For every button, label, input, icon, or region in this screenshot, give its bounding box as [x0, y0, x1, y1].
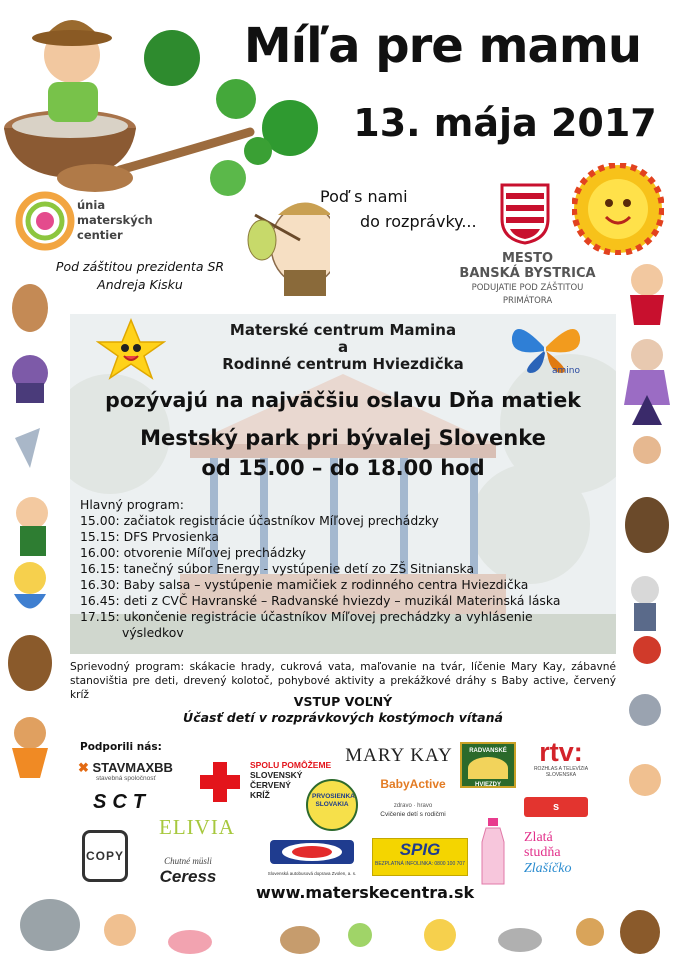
- ceress-logo: Chutné müsli Ceress: [159, 856, 217, 886]
- main-program: [80, 497, 610, 641]
- event-time: od 15.00 – do 18.00 hod: [201, 456, 485, 480]
- prvosienka-logo: PRVOSIENKA SLOVAKIA: [306, 779, 358, 831]
- elivia-logo: ELIVIA: [159, 815, 235, 839]
- radvanske-hviezdy-logo: RADVANSKÉ HVIEZDY: [460, 742, 516, 788]
- program-item: 16.30: Baby salsa – vystúpenie mamičiek z rodinného centra Hviezdička: [80, 577, 529, 592]
- program-item: 16.00: otvorenie Míľovej prechádzky: [80, 545, 306, 560]
- unia-logo-icon: [14, 190, 76, 252]
- program-item: 15.00: začiatok registrácie účastníkov Míľovej prechádzky: [80, 513, 439, 528]
- red-cross-logo-text: SPOLU POMÔŽEME SLOVENSKÝ ČERVENÝ KRÍŽ: [250, 760, 332, 800]
- program-item: 16.45: deti z CVČ Havranské – Radvanské hviezdy – muzikál Materinská láska: [80, 593, 561, 608]
- bottom-fairytale-characters-illustration: [0, 880, 679, 960]
- free-entry: VSTUP VOĽNÝ: [293, 694, 393, 709]
- sad-zvolen-logo: Slovenská autobusová doprava Zvolen, a. s.: [266, 838, 358, 878]
- s-detmi-logo: s detmi.com: [524, 797, 588, 817]
- baby-active-logo: BabyActive zdravo · hravo Cvičenie detí s rodičmi: [380, 777, 446, 818]
- rtvs-logo: rtv: ROZHLAS A TELEVÍZIA SLOVENSKA: [533, 737, 589, 778]
- stavmax-logo: ✖ STAVMAXBB stavebná spoločnosť: [78, 760, 173, 782]
- tagline: Poď s nami do rozprávky...: [320, 187, 477, 231]
- unia-logo-text: únia materských centier: [77, 198, 153, 242]
- supported-by-heading: Podporili nás:: [80, 741, 162, 753]
- left-fairytale-characters-illustration: [0, 278, 70, 818]
- svg-text:amino: amino: [552, 366, 580, 375]
- water-bottle-icon: [478, 816, 508, 888]
- program-item: 15.15: DFS Prvosienka: [80, 529, 220, 544]
- patronage-note: Pod záštitou prezidenta SR Andreja Kisku: [55, 259, 225, 292]
- event-title: Míľa pre mamu: [243, 18, 642, 74]
- mila-pre-mamu-sun-badge-icon: [572, 163, 664, 255]
- companion-program: Sprievodný program: skákacie hrady, cukrová vata, maľovanie na tvár, líčenie Mary Kay, zábavné stanovištia pre deti, drevený kolotoč, pohybové aktivity a prekážkové dráhy s Baby active, červený kríž: [70, 661, 616, 701]
- mesto-banska-bystrica: MESTO BANSKÁ BYSTRICA PODUJATIE POD ZÁŠTITOU PRIMÁTORA: [459, 251, 596, 306]
- program-item: 16.15: tanečný súbor Energy - vystúpenie detí zo ZŠ Sitnianska: [80, 561, 475, 576]
- banska-bystrica-crest-icon: [500, 183, 550, 245]
- copy-logo: COPY: [82, 830, 128, 882]
- sct-logo: SCT: [93, 791, 151, 813]
- mary-kay-logo: MARY KAY: [345, 745, 453, 766]
- program-item: 17.15: ukončenie registrácie účastníkov Míľovej prechádzky a vyhlásenie: [80, 609, 533, 624]
- zlata-studna-logo: Zlatá studňa Zlašíčko: [524, 830, 572, 876]
- right-fairytale-characters-illustration: [612, 255, 679, 815]
- costume-note: Účasť detí v rozprávkových kostýmoch vítaná: [183, 710, 503, 725]
- program-item-continuation: výsledkov: [122, 625, 184, 640]
- event-date: 13. mája 2017: [353, 101, 657, 145]
- event-place: Mestský park pri bývalej Slovenke: [140, 426, 546, 450]
- host-organizers: Materské centrum Mamina a Rodinné centrum Hviezdička: [222, 321, 464, 373]
- website-link[interactable]: www.materskecentra.sk: [256, 883, 475, 902]
- red-cross-icon: [198, 760, 242, 804]
- invitation-line: pozývajú na najväčšiu oslavu Dňa matiek: [105, 388, 581, 412]
- spig-logo: SPIG BEZPLATNÁ INFOLINKA: 0800 100 707: [372, 838, 468, 876]
- program-heading: Hlavný program:: [80, 497, 184, 512]
- sad-bus-icon: [266, 838, 358, 866]
